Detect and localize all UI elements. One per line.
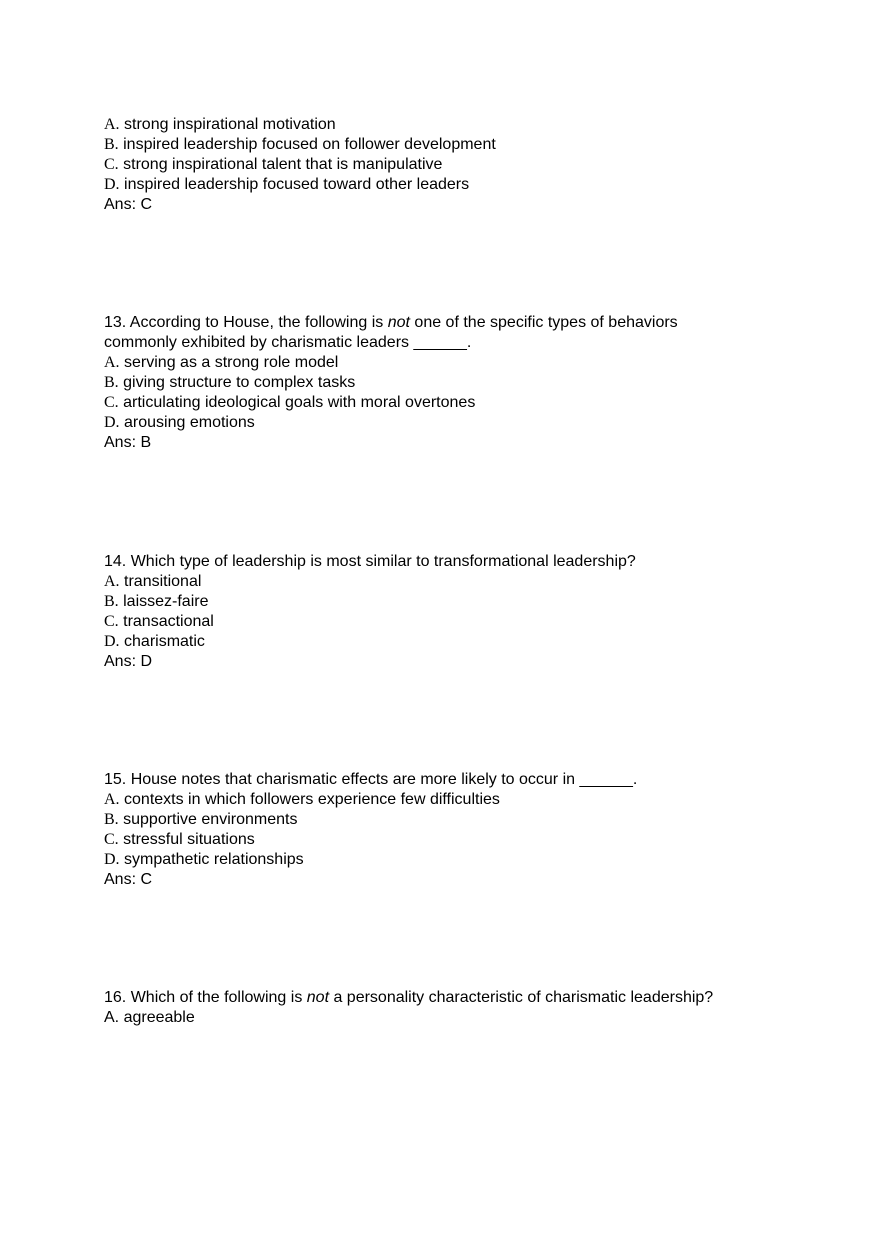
question-text	[104, 313, 804, 333]
option-b	[104, 810, 804, 830]
option-text: supportive environments	[123, 811, 298, 828]
option-b	[104, 592, 804, 612]
question-text-line2: commonly exhibited by charismatic leaders ______.	[104, 334, 472, 351]
answer: Ans: C	[104, 196, 153, 213]
option-letter: A.	[104, 354, 120, 371]
option-c	[104, 393, 804, 413]
option-c	[104, 830, 804, 850]
option-b	[104, 135, 804, 155]
option-a	[104, 572, 804, 592]
question-text	[104, 988, 804, 1008]
option-d	[104, 632, 804, 652]
option-text: strong inspirational motivation	[124, 116, 336, 133]
question-block-15	[104, 770, 804, 890]
answer: Ans: D	[104, 653, 153, 670]
option-d	[104, 175, 804, 195]
option-letter: D.	[104, 633, 120, 650]
option-letter: B.	[104, 374, 119, 391]
option-text: transitional	[124, 573, 202, 590]
option-text: charismatic	[124, 633, 205, 650]
question-block-14	[104, 552, 804, 672]
option-a	[104, 353, 804, 373]
option-letter: D.	[104, 851, 120, 868]
option-letter: A.	[104, 573, 120, 590]
option-text: laissez-faire	[123, 593, 209, 610]
question-block-13	[104, 313, 804, 453]
option-text: sympathetic relationships	[124, 851, 304, 868]
question-block-12	[104, 115, 804, 215]
option-letter: D.	[104, 176, 120, 193]
option-letter: B.	[104, 811, 119, 828]
question-text: 14. Which type of leadership is most similar to transformational leadership?	[104, 553, 636, 570]
option-text: stressful situations	[123, 831, 255, 848]
option-c	[104, 612, 804, 632]
option-text: articulating ideological goals with moral overtones	[123, 394, 476, 411]
option-letter: C.	[104, 613, 119, 630]
option-d	[104, 850, 804, 870]
question-text-pre: 13. According to House, the following is	[104, 314, 388, 331]
option-text: contexts in which followers experience few difficulties	[124, 791, 500, 808]
option-text: serving as a strong role model	[124, 354, 339, 371]
question-text-pre: 16. Which of the following is	[104, 989, 307, 1006]
question-text-post: a personality characteristic of charismatic leadership?	[329, 989, 714, 1006]
option-letter: A.	[104, 116, 120, 133]
option-text: agreeable	[123, 1009, 195, 1026]
option-letter: D.	[104, 414, 120, 431]
question-emphasis: not	[387, 314, 410, 331]
option-letter: C.	[104, 394, 119, 411]
answer: Ans: B	[104, 434, 152, 451]
option-letter: C.	[104, 156, 119, 173]
option-text: transactional	[123, 613, 214, 630]
question-text-post: one of the specific types of behaviors	[409, 314, 678, 331]
answer: Ans: C	[104, 871, 153, 888]
option-d	[104, 413, 804, 433]
option-letter: B.	[104, 593, 119, 610]
option-letter: A.	[104, 791, 120, 808]
option-a	[104, 115, 804, 135]
option-text: strong inspirational talent that is manipulative	[123, 156, 443, 173]
option-b	[104, 373, 804, 393]
question-emphasis: not	[306, 989, 330, 1006]
question-block-16	[104, 988, 804, 1028]
option-letter: C.	[104, 831, 119, 848]
option-letter: A.	[104, 1009, 120, 1026]
option-text: inspired leadership focused on follower development	[123, 136, 496, 153]
option-text: giving structure to complex tasks	[123, 374, 356, 391]
option-text: inspired leadership focused toward other leaders	[124, 176, 470, 193]
option-letter: B.	[104, 136, 119, 153]
question-text: 15. House notes that charismatic effects are more likely to occur in ______.	[104, 771, 638, 788]
option-c	[104, 155, 804, 175]
option-a	[104, 790, 804, 810]
option-text: arousing emotions	[124, 414, 255, 431]
option-a	[104, 1008, 804, 1028]
